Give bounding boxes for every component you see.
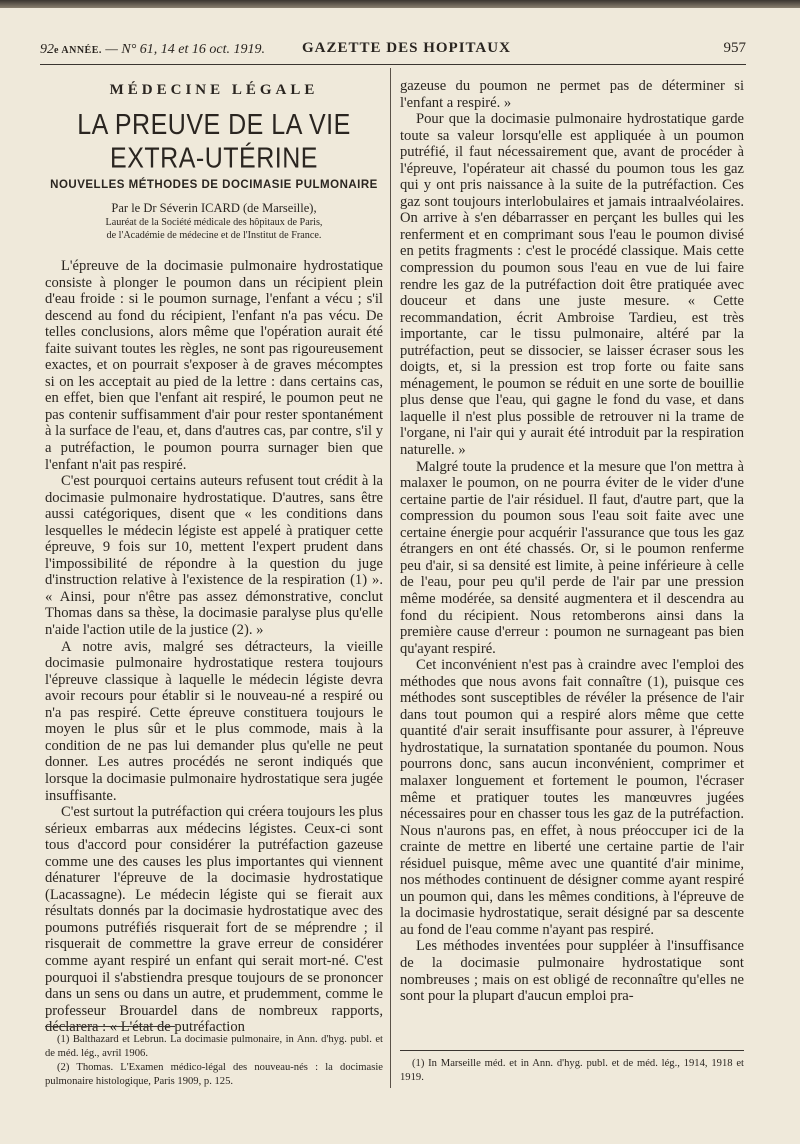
paragraph: Cet inconvénient n'est pas à craindre avec l'emploi des méthodes que nous avons fait connaître (1), puisque ces méthodes sont susceptibles de révéler la présence de l'air dans tout poumon qui a respiré alors même que cette quantité d'air serait insuffisante pour assurer, à l'épreuve hydrostatique, la surnatation spontanée du poumon. Nous pourrons donc, sans aucun inconvénient, comprimer et malaxer longuement et fortement le poumon, l'écraser même et pratiquer toutes les manœuvres jugées nécessaires pour en chasser tous les gaz de la putréfaction. Nous n'aurons pas, en effet, à nous préoccuper ici de la crainte de mettre en liberté une certaine partie de l'air résiduel puisque, même avec une quantité d'air minime, nos méthodes continuent de désigner comme ayant respiré un poumon qui, dans les mêmes conditions, à l'épreuve de la docimasie hydrostatique, serait désigné par sa descente au fond de l'eau comme n'ayant pas respiré.	[400, 657, 744, 938]
paragraph: A notre avis, malgré ses détracteurs, la vieille docimasie pulmonaire hydrostatique restera toujours l'épreuve classique à laquelle le médecin légiste devra avoir recours pour établir si le nouveau-né a respiré ou n'a pas respiré. Cette épreuve constituera toujours le moyen le plus sûr et le plus commode, mais à la condition de ne pas lui demander plus qu'elle ne peut donner. Les autres procédés ne seront indiqués que lorsque la docimasie pulmonaire hydrostatique sera jugée insuffisante.	[45, 638, 383, 804]
running-header	[40, 38, 746, 64]
paragraph: Pour que la docimasie pulmonaire hydrostatique garde toute sa valeur lorsqu'elle est appliquée à un poumon putréfié, il faut nécessairement que, avant de procéder à l'épreuve, l'opérateur ait chassé du poumon tous les gaz qui y ont pris naissance à la suite de la putréfaction. Ces gaz sont toujours interlobulaires et jamais intraalvéolaires. On arrive à s'en débarrasser en perçant les bulles qui les renferment et en comprimant sous l'eau le poumon divisé en petits fragments : c'est le procédé classique. Mais cette compression du poumon sous l'eau en vue de lui faire rendre les gaz de la putréfaction doit être pratiquée avec douceur et dans une juste mesure. « Cette recommandation, écrit Ambroise Tardieu, est très importante, car le tissu pulmonaire, altéré par la putréfaction, peut se dissocier, se laisser écraser sous les doigts, et, si la pression est trop forte ou faite sans ménagement, le poumon se réduit en une sorte de bouillie plus dense que l'eau, qui gagne le fond du vase, et dans laquelle il n'est plus possible de retrouver ni la trame de l'organe, ni l'air qui y aurait été introduit par la respiration naturelle. »	[400, 111, 744, 459]
footnote-rule	[45, 1026, 175, 1027]
section-title: MÉDECINE LÉGALE	[109, 82, 319, 98]
left-column	[45, 78, 383, 1036]
issue-info: 92e ANNÉE. — N° 61, 14 et 16 oct. 1919.	[40, 42, 265, 57]
footnote: (2) Thomas. L'Examen médico-légal des nouveau-nés : la docimasie pulmonaire histologique, Paris 1909, p. 125.	[45, 1062, 383, 1087]
left-body	[45, 258, 383, 1036]
paragraph: L'épreuve de la docimasie pulmonaire hydrostatique consiste à plonger le poumon dans un récipient plein d'eau froide : si le poumon surnage, l'enfant a vécu ; s'il descend au fond du récipient, l'enfant n'a pas vécu. De telles conclusions, alors même que l'opération aurait été faite suivant toutes les règles, ne sont pas rigoureusement exactes, et on pourrait s'exposer à de graves mécomptes si on les acceptait au pied de la lettre : dans certains cas, en effet, bien que l'enfant ait respiré, le poumon peut ne pas contenir suffisamment d'air pour rester spontanément à la surface de l'eau, et, dans d'autres cas, par contre, s'il y a putréfaction, le poumon pourra surnager bien que l'enfant n'ait pas respiré.	[45, 258, 383, 473]
byline: Par le Dr Séverin ICARD (de Marseille),	[111, 201, 317, 215]
footnote: (1) In Marseille méd. et in Ann. d'hyg. publ. et de méd. lég., 1914, 1918 et 1919.	[400, 1058, 744, 1083]
left-footnotes	[45, 1016, 383, 1089]
paragraph: Malgré toute la prudence et la mesure que l'on mettra à malaxer le poumon, on ne pourra éviter de le vider d'une certaine partie de l'air résiduel. Il faut, d'autre part, que la compression du poumon sous l'eau soit faite avec une certaine énergie pour acquérir l'assurance que tous les gaz étrangers en ont été chassés. Or, si le poumon renferme peu d'air, si sa densité est limite, à peine inférieure à celle de l'eau, pour peu qu'il perde de l'air par une pression même modérée, sa densité augmentera et il descendra au fond du récipient. Nous retomberons ainsi dans la première cause d'erreur : poumon ne surnageant pas bien qu'ayant respiré.	[400, 458, 744, 657]
page-edge	[0, 0, 800, 8]
article-title: LA PREUVE DE LA VIE EXTRA-UTÉRINE	[77, 108, 351, 175]
paragraph: C'est pourquoi certains auteurs refusent tout crédit à la docimasie pulmonaire hydrostatique. D'autres, sans être aussi catégoriques, disent que « les conditions dans lesquelles le médecin légiste est appelé à pratiquer cette épreuve, 9 fois sur 10, mettent l'expert prudent dans l'impossibilité de répondre à la question du juge d'instruction relative à l'existence de la respiration (1) ». « Ainsi, pour n'être pas assez démonstrative, conclut Thomas dans sa thèse, la docimasie paralyse plus qu'elle n'aide l'action utile de la justice (2). »	[45, 473, 383, 639]
right-column	[400, 78, 744, 1005]
right-body	[400, 78, 744, 1005]
paragraph: gazeuse du poumon ne permet pas de déterminer si l'enfant a respiré. »	[400, 78, 744, 111]
paragraph: C'est surtout la putréfaction qui créera toujours les plus sérieux embarras aux médecins légistes. Ceux-ci sont tous d'accord pour considérer la putréfaction gazeuse comme une des causes les plus importantes qui viennent dénaturer l'épreuve de la docimasie hydrostatique (Lacassagne). Le médecin légiste qui se fierait aux résultats donnés par la docimasie hydrostatique avec des poumons putréfiés risquerait fort de se méprendre ; il risquerait de commettre la grave erreur de considérer comme ayant respiré un enfant qui serait mort-né. C'est pourquoi il s'abstiendra presque toujours de se prononcer dans un sens ou dans un autre, et prudemment, comme le professeur Brouardel dans de nombreux rapports, déclarera : « L'état de putréfaction	[45, 804, 383, 1036]
affiliation-line-1: Lauréat de la Société médicale des hôpitaux de Paris,	[105, 217, 323, 228]
journal-title: GAZETTE DES HOPITAUX	[302, 40, 511, 56]
right-footnotes	[400, 1040, 744, 1085]
page-number: 957	[723, 40, 746, 56]
affiliation-line-2: de l'Académie de médecine et de l'Institut de France.	[106, 230, 322, 241]
paragraph: Les méthodes inventées pour suppléer à l'insuffisance de la docimasie pulmonaire hydrostatique sont nombreuses ; mais on est obligé de reconnaître qu'elles ne sont pour la plupart d'aucun emploi pra-	[400, 938, 744, 1005]
footnote-rule	[400, 1050, 744, 1051]
article-subtitle: NOUVELLES MÉTHODES DE DOCIMASIE PULMONAIRE	[50, 179, 378, 191]
header-rule	[40, 64, 746, 65]
column-divider	[390, 68, 391, 1088]
footnote: (1) Balthazard et Lebrun. La docimasie pulmonaire, in Ann. d'hyg. publ. et de méd. lég., avril 1906.	[45, 1034, 383, 1059]
